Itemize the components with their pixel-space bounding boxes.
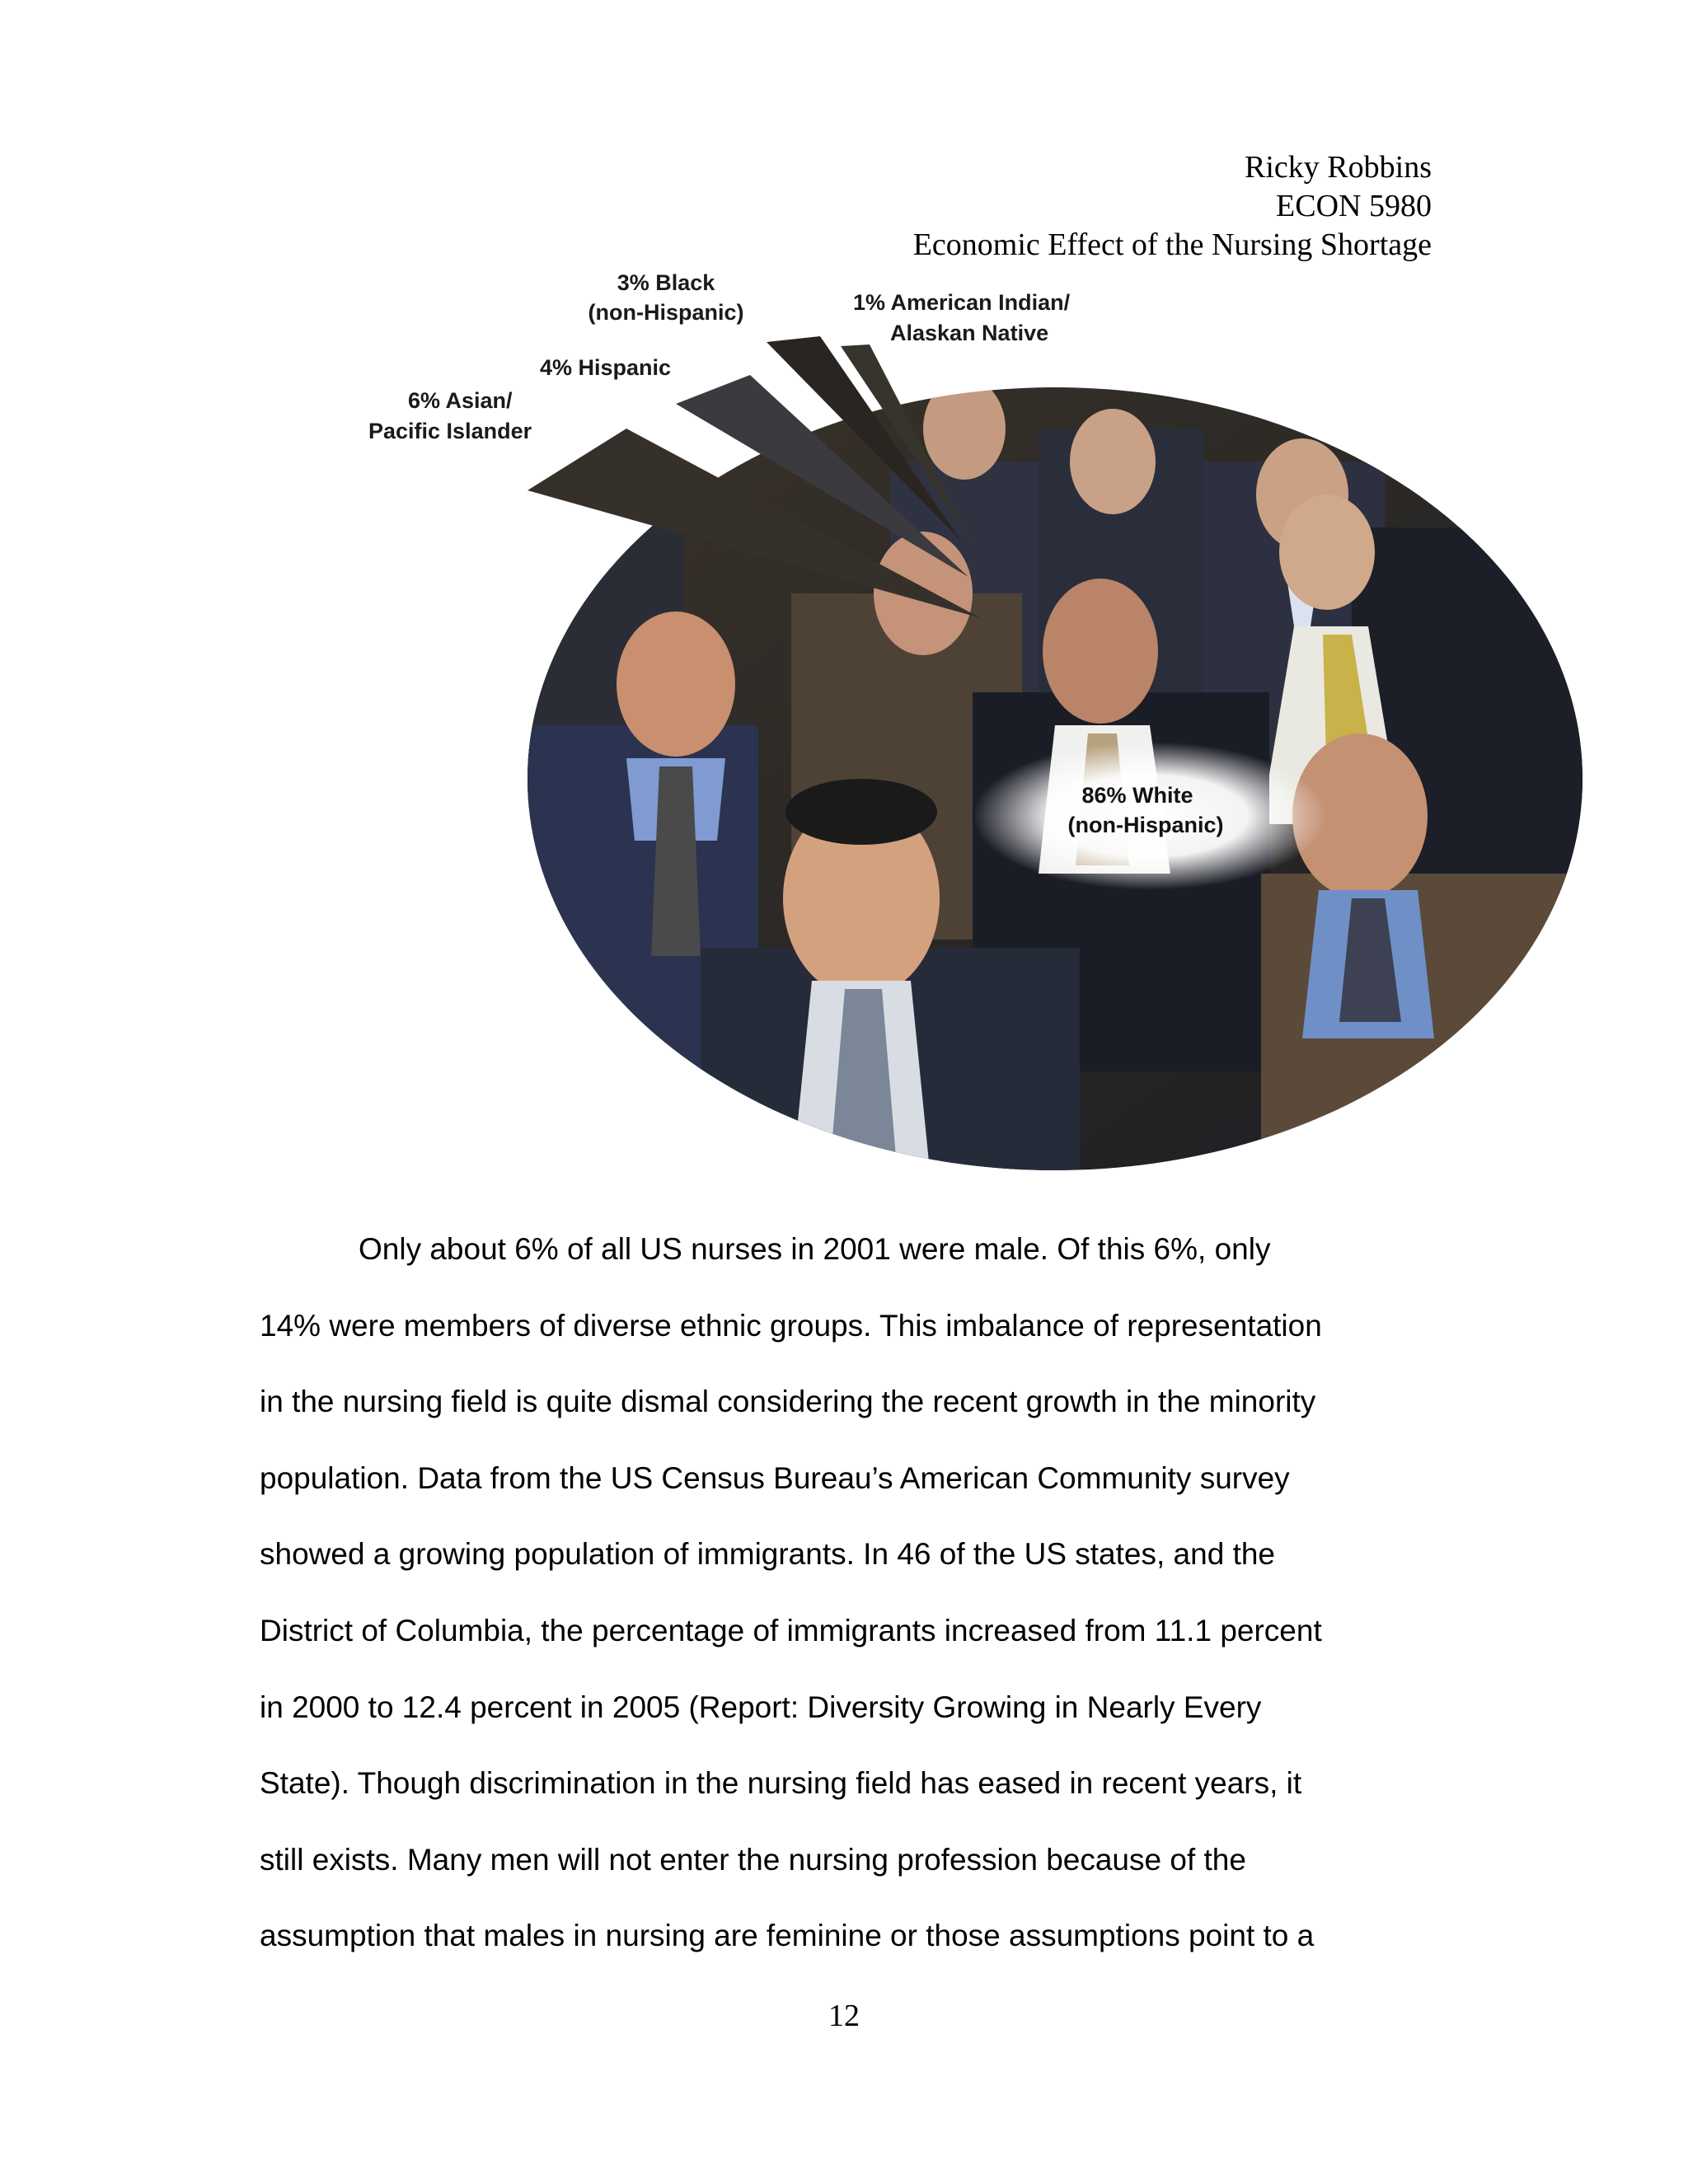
body-line: Only about 6% of all US nurses in 2001 were male. Of this 6%, only	[359, 1232, 1271, 1266]
body-line: 14% were members of diverse ethnic groups. This imbalance of representation	[260, 1308, 1322, 1343]
body-line: District of Columbia, the percentage of immigrants increased from 11.1 percent	[260, 1613, 1322, 1647]
body-line: population. Data from the US Census Bureau’s American Community survey	[260, 1460, 1290, 1495]
label-asian-line1: 6% Asian/	[408, 388, 513, 413]
label-white-line2: (non-Hispanic)	[1067, 813, 1224, 837]
author-name: Ricky Robbins	[1245, 150, 1432, 185]
body-line: in 2000 to 12.4 percent in 2005 (Report: Diversity Growing in Nearly Every	[260, 1690, 1262, 1724]
label-black-line2: (non-Hispanic)	[588, 300, 744, 325]
label-native-line1: 1% American Indian/	[853, 290, 1071, 315]
course-code: ECON 5980	[1276, 189, 1432, 223]
label-asian-line2: Pacific Islander	[368, 419, 532, 443]
body-line: still exists. Many men will not enter the nursing profession because of the	[260, 1842, 1246, 1877]
body-line: State). Though discrimination in the nursing field has eased in recent years, it	[260, 1766, 1302, 1801]
page-number: 12	[828, 1999, 860, 2033]
body-line: in the nursing field is quite dismal considering the recent growth in the minority	[260, 1385, 1316, 1419]
body-line: assumption that males in nursing are feminine or those assumptions point to a	[260, 1919, 1315, 1953]
label-black-line1: 3% Black	[617, 270, 715, 295]
label-white-line1: 86% White	[1081, 783, 1193, 808]
label-native-line2: Alaskan Native	[890, 321, 1049, 345]
body-paragraph	[260, 1212, 1430, 1975]
paper-title: Economic Effect of the Nursing Shortage	[912, 227, 1432, 262]
body-line: showed a growing population of immigrants. In 46 of the US states, and the	[260, 1537, 1276, 1572]
label-hispanic: 4% Hispanic	[540, 355, 672, 380]
